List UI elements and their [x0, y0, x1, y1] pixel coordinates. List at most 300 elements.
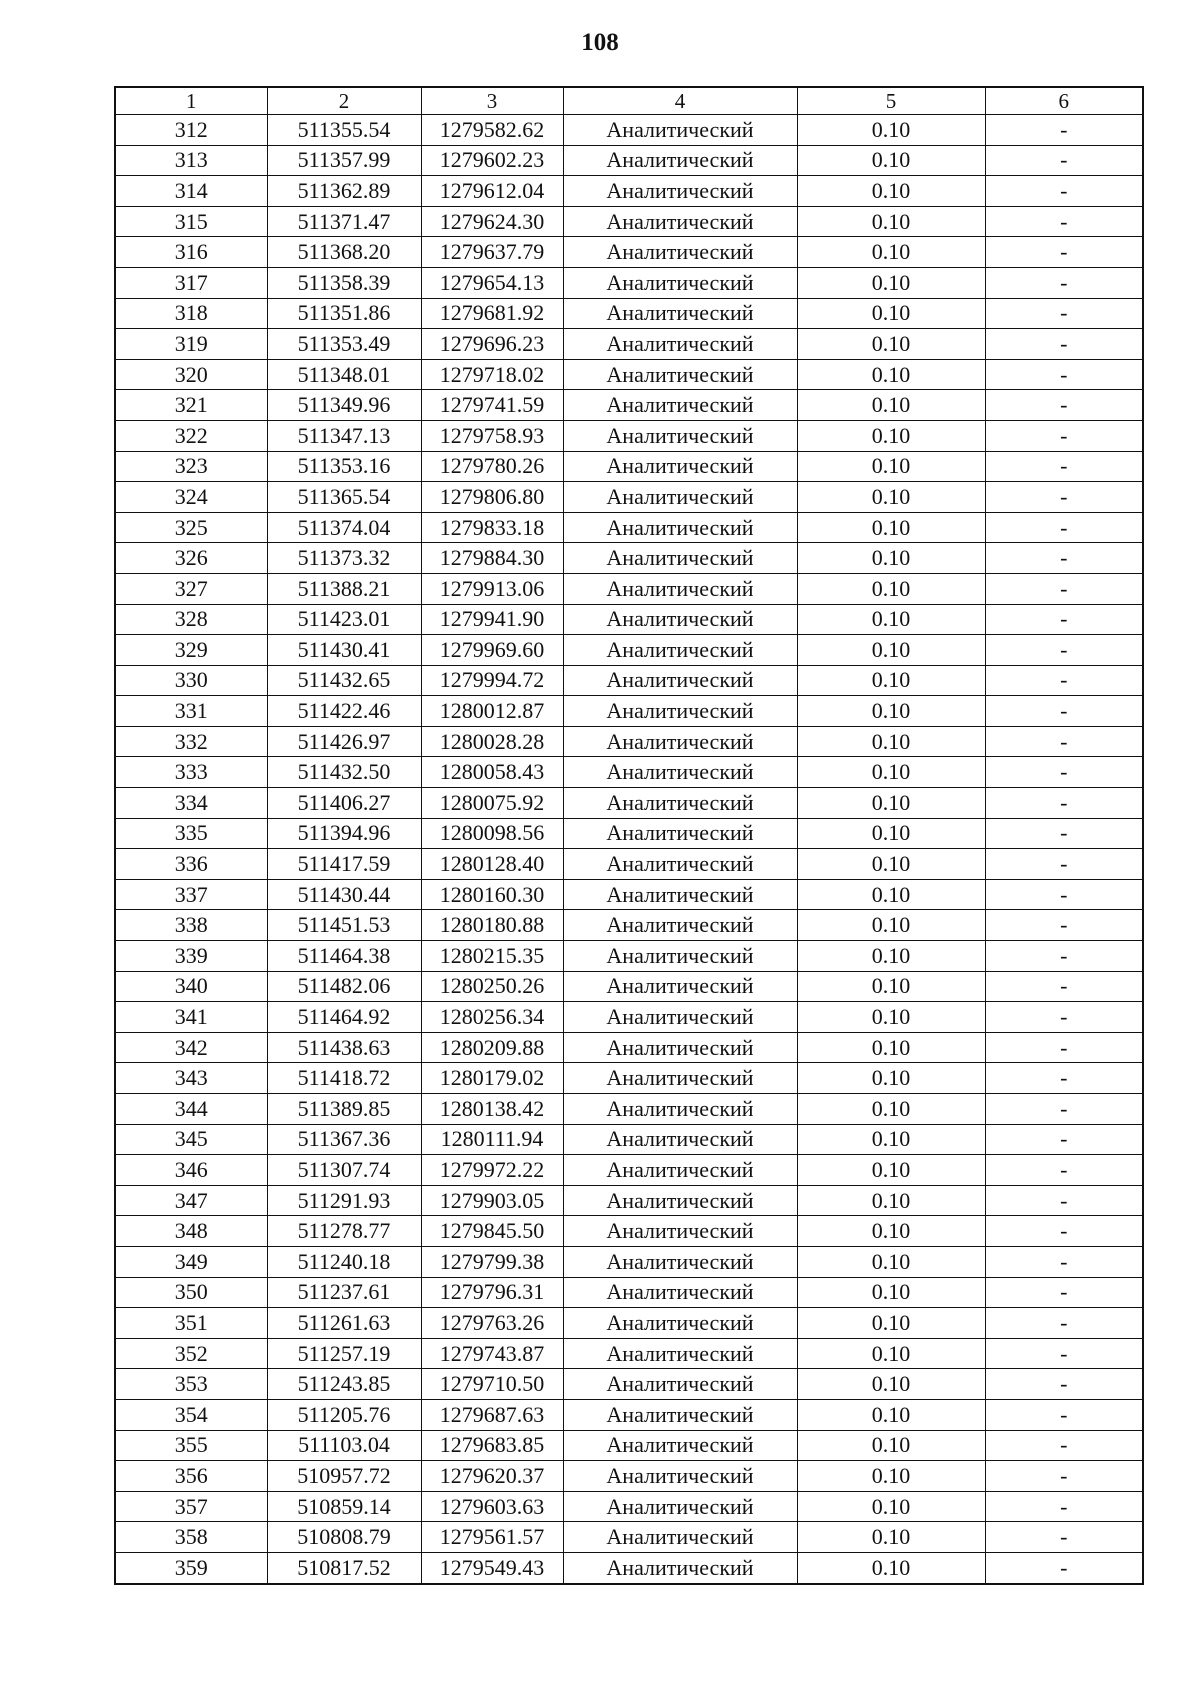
accuracy-cell: 0.10	[797, 1124, 985, 1155]
table-row	[115, 1522, 1143, 1553]
y-coordinate-cell: 1279799.38	[421, 1246, 563, 1277]
accuracy-cell: 0.10	[797, 635, 985, 666]
y-coordinate-cell: 1279624.30	[421, 206, 563, 237]
x-coordinate-cell: 511422.46	[267, 696, 421, 727]
accuracy-cell: 0.10	[797, 1491, 985, 1522]
accuracy-cell: 0.10	[797, 849, 985, 880]
point-number-cell: 354	[115, 1399, 267, 1430]
note-cell: -	[985, 1338, 1143, 1369]
table-row	[115, 1369, 1143, 1400]
x-coordinate-cell: 511374.04	[267, 512, 421, 543]
method-cell: Аналитический	[563, 696, 797, 727]
table-row	[115, 1430, 1143, 1461]
method-cell: Аналитический	[563, 390, 797, 421]
method-cell: Аналитический	[563, 1308, 797, 1339]
method-cell: Аналитический	[563, 145, 797, 176]
accuracy-cell: 0.10	[797, 941, 985, 972]
table-row	[115, 757, 1143, 788]
note-cell: -	[985, 482, 1143, 513]
y-coordinate-cell: 1280138.42	[421, 1094, 563, 1125]
table-row	[115, 604, 1143, 635]
point-number-cell: 334	[115, 788, 267, 819]
column-header-6: 6	[985, 87, 1143, 115]
table-row	[115, 206, 1143, 237]
point-number-cell: 348	[115, 1216, 267, 1247]
note-cell: -	[985, 818, 1143, 849]
x-coordinate-cell: 510859.14	[267, 1491, 421, 1522]
accuracy-cell: 0.10	[797, 1430, 985, 1461]
method-cell: Аналитический	[563, 206, 797, 237]
table-row	[115, 818, 1143, 849]
method-cell: Аналитический	[563, 726, 797, 757]
y-coordinate-cell: 1279683.85	[421, 1430, 563, 1461]
point-number-cell: 332	[115, 726, 267, 757]
x-coordinate-cell: 511103.04	[267, 1430, 421, 1461]
note-cell: -	[985, 329, 1143, 360]
table-row	[115, 849, 1143, 880]
note-cell: -	[985, 757, 1143, 788]
point-number-cell: 359	[115, 1552, 267, 1583]
x-coordinate-cell: 511365.54	[267, 482, 421, 513]
point-number-cell: 320	[115, 359, 267, 390]
y-coordinate-cell: 1280058.43	[421, 757, 563, 788]
table-row	[115, 176, 1143, 207]
table-row	[115, 1094, 1143, 1125]
accuracy-cell: 0.10	[797, 298, 985, 329]
point-number-cell: 318	[115, 298, 267, 329]
page-number	[0, 28, 1200, 58]
x-coordinate-cell: 511347.13	[267, 420, 421, 451]
x-coordinate-cell: 511430.44	[267, 879, 421, 910]
note-cell: -	[985, 849, 1143, 880]
note-cell: -	[985, 788, 1143, 819]
x-coordinate-cell: 511353.16	[267, 451, 421, 482]
point-number-cell: 312	[115, 115, 267, 146]
x-coordinate-cell: 511291.93	[267, 1185, 421, 1216]
note-cell: -	[985, 206, 1143, 237]
table-row	[115, 665, 1143, 696]
point-number-cell: 321	[115, 390, 267, 421]
method-cell: Аналитический	[563, 543, 797, 574]
point-number-cell: 343	[115, 1063, 267, 1094]
y-coordinate-cell: 1279806.80	[421, 482, 563, 513]
note-cell: -	[985, 1277, 1143, 1308]
accuracy-cell: 0.10	[797, 604, 985, 635]
method-cell: Аналитический	[563, 1369, 797, 1400]
accuracy-cell: 0.10	[797, 726, 985, 757]
accuracy-cell: 0.10	[797, 1246, 985, 1277]
table-row	[115, 1308, 1143, 1339]
point-number-cell: 347	[115, 1185, 267, 1216]
note-cell: -	[985, 359, 1143, 390]
accuracy-cell: 0.10	[797, 1216, 985, 1247]
y-coordinate-cell: 1280160.30	[421, 879, 563, 910]
point-number-cell: 325	[115, 512, 267, 543]
page-number-text: 108	[581, 29, 619, 56]
point-number-cell: 338	[115, 910, 267, 941]
method-cell: Аналитический	[563, 359, 797, 390]
method-cell: Аналитический	[563, 1155, 797, 1186]
column-header-4: 4	[563, 87, 797, 115]
method-cell: Аналитический	[563, 1338, 797, 1369]
note-cell: -	[985, 1032, 1143, 1063]
accuracy-cell: 0.10	[797, 1063, 985, 1094]
accuracy-cell: 0.10	[797, 879, 985, 910]
accuracy-cell: 0.10	[797, 1461, 985, 1492]
table-row	[115, 635, 1143, 666]
point-number-cell: 341	[115, 1002, 267, 1033]
point-number-cell: 313	[115, 145, 267, 176]
accuracy-cell: 0.10	[797, 1369, 985, 1400]
y-coordinate-cell: 1279654.13	[421, 267, 563, 298]
accuracy-cell: 0.10	[797, 451, 985, 482]
method-cell: Аналитический	[563, 971, 797, 1002]
table-row	[115, 1185, 1143, 1216]
note-cell: -	[985, 573, 1143, 604]
x-coordinate-cell: 511432.50	[267, 757, 421, 788]
y-coordinate-cell: 1280250.26	[421, 971, 563, 1002]
y-coordinate-cell: 1279681.92	[421, 298, 563, 329]
y-coordinate-cell: 1279903.05	[421, 1185, 563, 1216]
accuracy-cell: 0.10	[797, 237, 985, 268]
point-number-cell: 357	[115, 1491, 267, 1522]
table-row	[115, 726, 1143, 757]
method-cell: Аналитический	[563, 849, 797, 880]
note-cell: -	[985, 1185, 1143, 1216]
note-cell: -	[985, 941, 1143, 972]
accuracy-cell: 0.10	[797, 115, 985, 146]
x-coordinate-cell: 511349.96	[267, 390, 421, 421]
y-coordinate-cell: 1279758.93	[421, 420, 563, 451]
x-coordinate-cell: 510808.79	[267, 1522, 421, 1553]
method-cell: Аналитический	[563, 1461, 797, 1492]
note-cell: -	[985, 115, 1143, 146]
x-coordinate-cell: 511406.27	[267, 788, 421, 819]
note-cell: -	[985, 604, 1143, 635]
coordinates-table	[114, 86, 1144, 1585]
x-coordinate-cell: 511351.86	[267, 298, 421, 329]
header-row	[115, 87, 1143, 115]
method-cell: Аналитический	[563, 267, 797, 298]
note-cell: -	[985, 1461, 1143, 1492]
method-cell: Аналитический	[563, 176, 797, 207]
note-cell: -	[985, 1246, 1143, 1277]
table-row	[115, 1399, 1143, 1430]
method-cell: Аналитический	[563, 237, 797, 268]
x-coordinate-cell: 511371.47	[267, 206, 421, 237]
point-number-cell: 330	[115, 665, 267, 696]
table-row	[115, 1552, 1143, 1583]
point-number-cell: 342	[115, 1032, 267, 1063]
x-coordinate-cell: 511394.96	[267, 818, 421, 849]
point-number-cell: 319	[115, 329, 267, 360]
y-coordinate-cell: 1280215.35	[421, 941, 563, 972]
table-row	[115, 329, 1143, 360]
y-coordinate-cell: 1279687.63	[421, 1399, 563, 1430]
y-coordinate-cell: 1279696.23	[421, 329, 563, 360]
y-coordinate-cell: 1279969.60	[421, 635, 563, 666]
point-number-cell: 356	[115, 1461, 267, 1492]
accuracy-cell: 0.10	[797, 1155, 985, 1186]
y-coordinate-cell: 1280209.88	[421, 1032, 563, 1063]
table-row	[115, 573, 1143, 604]
x-coordinate-cell: 511464.38	[267, 941, 421, 972]
y-coordinate-cell: 1279710.50	[421, 1369, 563, 1400]
note-cell: -	[985, 879, 1143, 910]
y-coordinate-cell: 1279603.63	[421, 1491, 563, 1522]
accuracy-cell: 0.10	[797, 1002, 985, 1033]
note-cell: -	[985, 543, 1143, 574]
x-coordinate-cell: 510817.52	[267, 1552, 421, 1583]
method-cell: Аналитический	[563, 910, 797, 941]
method-cell: Аналитический	[563, 1094, 797, 1125]
note-cell: -	[985, 237, 1143, 268]
accuracy-cell: 0.10	[797, 543, 985, 574]
x-coordinate-cell: 511362.89	[267, 176, 421, 207]
table-row	[115, 1491, 1143, 1522]
x-coordinate-cell: 511243.85	[267, 1369, 421, 1400]
accuracy-cell: 0.10	[797, 267, 985, 298]
method-cell: Аналитический	[563, 451, 797, 482]
method-cell: Аналитический	[563, 115, 797, 146]
x-coordinate-cell: 511355.54	[267, 115, 421, 146]
method-cell: Аналитический	[563, 818, 797, 849]
note-cell: -	[985, 1124, 1143, 1155]
method-cell: Аналитический	[563, 1277, 797, 1308]
y-coordinate-cell: 1279561.57	[421, 1522, 563, 1553]
point-number-cell: 336	[115, 849, 267, 880]
table-row	[115, 910, 1143, 941]
accuracy-cell: 0.10	[797, 1094, 985, 1125]
table-row	[115, 1032, 1143, 1063]
method-cell: Аналитический	[563, 604, 797, 635]
accuracy-cell: 0.10	[797, 420, 985, 451]
x-coordinate-cell: 511240.18	[267, 1246, 421, 1277]
point-number-cell: 355	[115, 1430, 267, 1461]
note-cell: -	[985, 635, 1143, 666]
accuracy-cell: 0.10	[797, 329, 985, 360]
note-cell: -	[985, 1369, 1143, 1400]
table-row	[115, 788, 1143, 819]
accuracy-cell: 0.10	[797, 818, 985, 849]
x-coordinate-cell: 511348.01	[267, 359, 421, 390]
note-cell: -	[985, 451, 1143, 482]
accuracy-cell: 0.10	[797, 788, 985, 819]
method-cell: Аналитический	[563, 298, 797, 329]
x-coordinate-cell: 511438.63	[267, 1032, 421, 1063]
table-row	[115, 237, 1143, 268]
point-number-cell: 324	[115, 482, 267, 513]
accuracy-cell: 0.10	[797, 206, 985, 237]
x-coordinate-cell: 511278.77	[267, 1216, 421, 1247]
table-row	[115, 879, 1143, 910]
x-coordinate-cell: 511451.53	[267, 910, 421, 941]
method-cell: Аналитический	[563, 329, 797, 360]
table-row	[115, 1155, 1143, 1186]
note-cell: -	[985, 1491, 1143, 1522]
x-coordinate-cell: 511426.97	[267, 726, 421, 757]
table-row	[115, 1277, 1143, 1308]
point-number-cell: 314	[115, 176, 267, 207]
point-number-cell: 358	[115, 1522, 267, 1553]
x-coordinate-cell: 511373.32	[267, 543, 421, 574]
x-coordinate-cell: 511237.61	[267, 1277, 421, 1308]
accuracy-cell: 0.10	[797, 1522, 985, 1553]
x-coordinate-cell: 511389.85	[267, 1094, 421, 1125]
point-number-cell: 335	[115, 818, 267, 849]
accuracy-cell: 0.10	[797, 971, 985, 1002]
note-cell: -	[985, 145, 1143, 176]
table-row	[115, 696, 1143, 727]
accuracy-cell: 0.10	[797, 1185, 985, 1216]
point-number-cell: 326	[115, 543, 267, 574]
x-coordinate-cell: 511307.74	[267, 1155, 421, 1186]
accuracy-cell: 0.10	[797, 665, 985, 696]
method-cell: Аналитический	[563, 788, 797, 819]
note-cell: -	[985, 726, 1143, 757]
method-cell: Аналитический	[563, 1063, 797, 1094]
x-coordinate-cell: 511388.21	[267, 573, 421, 604]
method-cell: Аналитический	[563, 482, 797, 513]
method-cell: Аналитический	[563, 512, 797, 543]
note-cell: -	[985, 910, 1143, 941]
x-coordinate-cell: 511482.06	[267, 971, 421, 1002]
x-coordinate-cell: 511418.72	[267, 1063, 421, 1094]
method-cell: Аналитический	[563, 1185, 797, 1216]
note-cell: -	[985, 1002, 1143, 1033]
note-cell: -	[985, 1094, 1143, 1125]
x-coordinate-cell: 511368.20	[267, 237, 421, 268]
column-header-2: 2	[267, 87, 421, 115]
accuracy-cell: 0.10	[797, 176, 985, 207]
table-row	[115, 451, 1143, 482]
table-row	[115, 482, 1143, 513]
column-header-1: 1	[115, 87, 267, 115]
table-row	[115, 145, 1143, 176]
point-number-cell: 339	[115, 941, 267, 972]
table-row	[115, 1002, 1143, 1033]
method-cell: Аналитический	[563, 757, 797, 788]
point-number-cell: 346	[115, 1155, 267, 1186]
note-cell: -	[985, 971, 1143, 1002]
method-cell: Аналитический	[563, 1399, 797, 1430]
table-row	[115, 941, 1143, 972]
y-coordinate-cell: 1280012.87	[421, 696, 563, 727]
method-cell: Аналитический	[563, 1032, 797, 1063]
method-cell: Аналитический	[563, 879, 797, 910]
point-number-cell: 344	[115, 1094, 267, 1125]
accuracy-cell: 0.10	[797, 145, 985, 176]
method-cell: Аналитический	[563, 573, 797, 604]
accuracy-cell: 0.10	[797, 696, 985, 727]
y-coordinate-cell: 1279845.50	[421, 1216, 563, 1247]
y-coordinate-cell: 1279741.59	[421, 390, 563, 421]
point-number-cell: 340	[115, 971, 267, 1002]
note-cell: -	[985, 298, 1143, 329]
y-coordinate-cell: 1279994.72	[421, 665, 563, 696]
method-cell: Аналитический	[563, 1216, 797, 1247]
x-coordinate-cell: 511430.41	[267, 635, 421, 666]
table-row	[115, 115, 1143, 146]
x-coordinate-cell: 510957.72	[267, 1461, 421, 1492]
method-cell: Аналитический	[563, 635, 797, 666]
note-cell: -	[985, 1308, 1143, 1339]
note-cell: -	[985, 1216, 1143, 1247]
column-header-5: 5	[797, 87, 985, 115]
table-header	[115, 87, 1143, 115]
y-coordinate-cell: 1280028.28	[421, 726, 563, 757]
method-cell: Аналитический	[563, 941, 797, 972]
method-cell: Аналитический	[563, 1124, 797, 1155]
y-coordinate-cell: 1279780.26	[421, 451, 563, 482]
point-number-cell: 351	[115, 1308, 267, 1339]
x-coordinate-cell: 511261.63	[267, 1308, 421, 1339]
y-coordinate-cell: 1279763.26	[421, 1308, 563, 1339]
point-number-cell: 327	[115, 573, 267, 604]
y-coordinate-cell: 1279582.62	[421, 115, 563, 146]
y-coordinate-cell: 1280179.02	[421, 1063, 563, 1094]
accuracy-cell: 0.10	[797, 757, 985, 788]
point-number-cell: 315	[115, 206, 267, 237]
note-cell: -	[985, 1430, 1143, 1461]
accuracy-cell: 0.10	[797, 1399, 985, 1430]
note-cell: -	[985, 512, 1143, 543]
note-cell: -	[985, 390, 1143, 421]
y-coordinate-cell: 1279796.31	[421, 1277, 563, 1308]
y-coordinate-cell: 1280180.88	[421, 910, 563, 941]
note-cell: -	[985, 1155, 1143, 1186]
point-number-cell: 323	[115, 451, 267, 482]
table-row	[115, 971, 1143, 1002]
accuracy-cell: 0.10	[797, 512, 985, 543]
table-row	[115, 298, 1143, 329]
table-row	[115, 1124, 1143, 1155]
table-row	[115, 267, 1143, 298]
y-coordinate-cell: 1279549.43	[421, 1552, 563, 1583]
y-coordinate-cell: 1279718.02	[421, 359, 563, 390]
x-coordinate-cell: 511257.19	[267, 1338, 421, 1369]
accuracy-cell: 0.10	[797, 1032, 985, 1063]
point-number-cell: 317	[115, 267, 267, 298]
table-row	[115, 512, 1143, 543]
note-cell: -	[985, 420, 1143, 451]
method-cell: Аналитический	[563, 1552, 797, 1583]
y-coordinate-cell: 1279743.87	[421, 1338, 563, 1369]
point-number-cell: 329	[115, 635, 267, 666]
table-row	[115, 1063, 1143, 1094]
note-cell: -	[985, 1063, 1143, 1094]
point-number-cell: 345	[115, 1124, 267, 1155]
y-coordinate-cell: 1279833.18	[421, 512, 563, 543]
x-coordinate-cell: 511358.39	[267, 267, 421, 298]
x-coordinate-cell: 511353.49	[267, 329, 421, 360]
table-body	[115, 115, 1143, 1584]
y-coordinate-cell: 1280075.92	[421, 788, 563, 819]
column-header-3: 3	[421, 87, 563, 115]
y-coordinate-cell: 1280128.40	[421, 849, 563, 880]
point-number-cell: 328	[115, 604, 267, 635]
y-coordinate-cell: 1280256.34	[421, 1002, 563, 1033]
table-row	[115, 1216, 1143, 1247]
method-cell: Аналитический	[563, 1430, 797, 1461]
y-coordinate-cell: 1279602.23	[421, 145, 563, 176]
x-coordinate-cell: 511464.92	[267, 1002, 421, 1033]
point-number-cell: 331	[115, 696, 267, 727]
method-cell: Аналитический	[563, 1522, 797, 1553]
point-number-cell: 349	[115, 1246, 267, 1277]
table-row	[115, 1246, 1143, 1277]
x-coordinate-cell: 511432.65	[267, 665, 421, 696]
